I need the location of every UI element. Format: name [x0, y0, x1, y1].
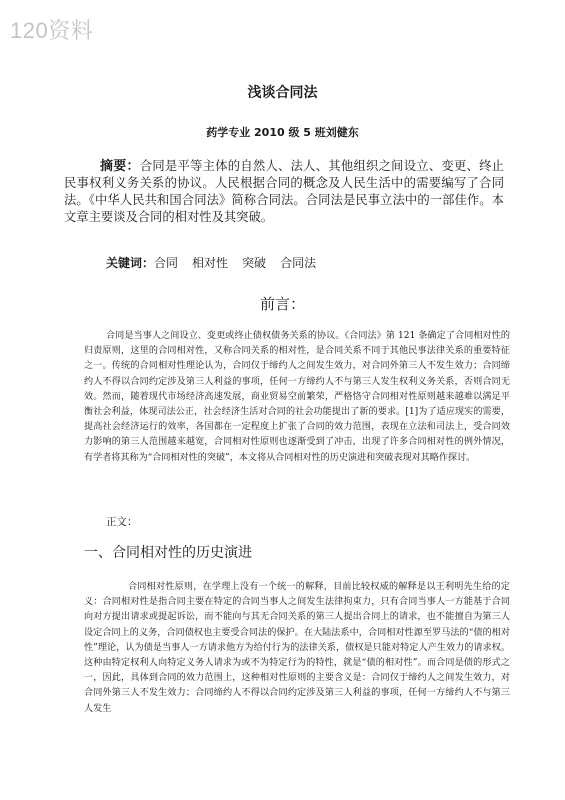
preface-heading: 前言：	[259, 295, 305, 313]
keyword-item: 合同法	[280, 256, 317, 270]
abstract	[64, 158, 504, 226]
document-title: 浅谈合同法	[247, 85, 318, 101]
keywords	[106, 254, 330, 271]
abstract-label: 摘要：	[100, 159, 140, 174]
preface-paragraph: 合同是当事人之间设立、变更或终止债权债务关系的协议。《合同法》第 121 条确定了合同相对性的归责原则，这里的合同相对性，又称合同关系的相对性，是合同关系不同于其他民事法律关系的重要特征之一。传统的合同相对性理论认为，合同仅于缔约人之间发生效力，对合同外第三人不发生效力；合同缔约人不得以合同约定涉及第三人利益的事项，任何一方缔约人不与第三人发生权利义务关系，否则合同无效。然而，随着现代市场经济高速发展，商业贸易空前繁荣，严格恪守合同相对性原则越来越难以满足平衡社会利益，体现司法公正，社会经济生活对合同的社会功能提出了新的要求。[1]为了适应现实的需要，提高社会经济运行的效率，各国都在一定程度上扩张了合同的效力范围，表现在立法和司法上，受合同效力影响的第三人范围越来越宽，合同相对性原则也逐渐受到了冲击，出现了许多合同相对性的例外情况，有学者将其称为“合同相对性的突破”，本文将从合同相对性的历史演进和突破表现对其略作探讨。	[84, 331, 510, 463]
section-paragraph: 合同相对性原则，在学理上没有一个统一的解释，目前比较权威的解释是以王利明先生给的定义：合同相对性是指合同主要在特定的合同当事人之间发生法律拘束力，只有合同当事人一方能基于合同向对方提出请求或提起诉讼，而不能向与其无合同关系的第三人提出合同上的请求，也不能擅自为第三人设定合同上的义务，合同债权也主要受合同法的保护。在大陆法系中，合同相对性源至罗马法的“债的相对性”理论，认为债是当事人一方请求他方为给付行为的法律关系，债权是只能对特定人产生效力的请求权。这种由特定权利人向特定义务人请求为或不为特定行为的特性，就是“债的相对性”。而合同是债的形式之一，因此，具体到合同的效力范围上，这种相对性原则的主要含义是：合同仅于缔约人之间发生效力，对合同外第三人不发生效力；合同缔约人不得以合同约定涉及第三人利益的事项，任何一方缔约人不与第三人发生	[84, 582, 510, 714]
keyword-item: 突破	[242, 256, 267, 270]
body-label: 正文：	[106, 516, 138, 528]
watermark: 120资料	[10, 18, 94, 43]
author-line: 药学专业 2010 级 5 班刘健东	[206, 126, 359, 139]
keywords-label: 关键词：	[106, 256, 155, 270]
abstract-text: 合同是平等主体的自然人、法人、其他组织之间设立、变更、终止民事权利义务关系的协议。人民根据合同的概念及人民生活中的需要编写了合同法。《中华人民共和国合同法》简称合同法。合同法是民事立法中的一部佳作。本文章主要谈及合同的相对性及其突破。	[64, 159, 504, 224]
keyword-item: 相对性	[192, 256, 229, 270]
keyword-item: 合同	[154, 256, 179, 270]
section-heading: 一、合同相对性的历史演进	[84, 545, 252, 561]
